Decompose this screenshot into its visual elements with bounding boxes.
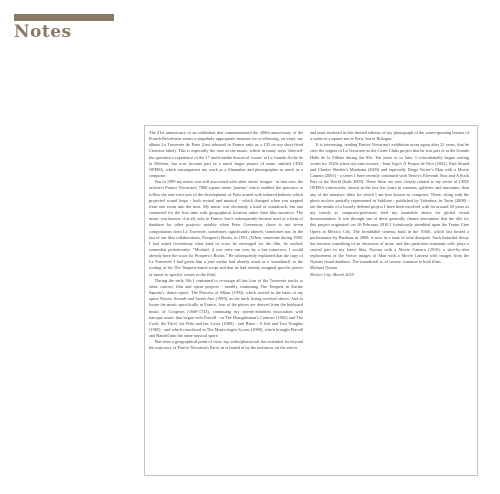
- notes-paragraph: But in 1989 my music was still associated with other artists' images - in that case, the architect Patrice Novarina's 7000 square metre 'journey' which enabled the spectator to follow the east-west axis of the development of Paris armed with infrared helmets which projected sound loops - both textual and musical - which changed when you stepped from one room into the next. My music was obviously a kind of soundtrack, but one connected for the first time with geographical location rather than film narrative. The music was known, if at all, only in France, but it subsequently became used as a form of database for other projects: notably when Peter Greenaway chose to use seven compositions from La Traversée, sometimes significantly altered, sometimes not, in the last of our film collaborations, Prospero's Books, in 1991. (When, sometime during 1990, I had asked Greenaway what kind of score he envisaged for the film, he replied, somewhat portentously: "Michael, if you were run over by a bus tomorrow, I would already have the score for Prospero's Books." He subsequently explained that the copy of La Traversée I had given him a year earlier had already acted as a 'soundtrack' to the writing of his The Tempest-based script and that he had already assigned specific pieces of music to specific scenes in the film).: [149, 179, 303, 277]
- notes-paragraph: It is interesting, reading Patrice Novarina's exhibition notes again after 21 years, that he cites the origins of La Traversée as the Cinés-Clubs project that he was part of at the Grande Halle de la Villette during the 80s. Ten years or so later, I coincidentally began writing scores for 1920s silent city-zine movies - Jean Vigo's À Propos de Nice (2002), Paul Strand and Charles Sheeler's Manhatta (2003) and especially Dziga Vertov's Man with a Movie Camera (2001) - a series I have recently continued with Vertov's Eleventh Year and A Sixth Part of the World (both 2009). These films are now closely related to my series of CINE OPERA videoworks, shown in the last few years in cinemas, galleries and museums, than any of the narrative films for which I am best known as composer. These, along with the photo archive partially represented in Sublime - published by Valentina, in Turin (2008) - are the results of a loosely defined project I have been involved with for around 20 years as my travels as composer/performer feed my insatiable desire for global visual documentation. It was through one of these generally chance encounters that the title for this project originated: on 16 February 2010 I fortuitously stumbled upon the Teatro Cine Opera in Mexico City. The formidable cinema, built in the 1940s, which last hosted a performance by Bauhaus in 2000, is now in a state of total disrepair. Such beautiful decay has become something of an obsession of mine, and this particular cinematic relic plays a crucial part in my latest film, Nyman with a Movie Camera (2010), a shot-by-shot replacement of the Vertov images of Man with a Movie Camera with images from the Nyman visual database. The soundtrack is, of course, common to both films.: [310, 142, 469, 265]
- notes-paragraph: and print enclosed in this limited edition, of my photograph of the water-spouting breasts of a statue in a square not in Paris, but in Bologna.: [310, 130, 469, 142]
- page-title: Notes: [14, 22, 72, 42]
- notes-paragraph: During the early 90s I continued to re-assign all but four of the Traversée tracks to other concert, film and opera projects - notably continuing The Tempest in Karine Saporta's 'dance opera', The Princess of Milan (1992), which served as the basis of my opera Noises, Sounds and Sweet Airs (1993), as the track listing overleaf shows. And to locate the music specifically in France, four of the pieces are derived from the keyboard music of Couperin (1668-1733), continuing my openly-admitted association with baroque music that began with Purcell - in The Draughtsman's Contract (1982) and The Cook, the Thief, his Wife and her Lover (1989) - and Biber - A Zed and Two Noughts (1985) - and which resurfaced in The Musicologist Scores (2009), which brought Purcell and Handel into the same musical space.: [149, 277, 303, 339]
- notes-column-right: [310, 130, 469, 472]
- signature-name: Michael Nyman: [310, 265, 338, 271]
- notes-paragraph: But from a geographical point of view, my video/photowork has extended far beyond the trajectory of Patrice Novarina's Paris, as is hinted at by the inclusion, on the sleeve: [149, 339, 303, 351]
- signature-place: Mexico City, March 2010: [310, 271, 354, 277]
- notes-column-left: [149, 130, 303, 472]
- notes-paragraph: The 21st anniversary of an exhibition that commemorated the 200th anniversary of the French Revolution seems a singularly appropriate moment for re-releasing, on vinyl, my album La Traversée de Paris (first released in France only as a CD on my short-lived Criterion label). This is especially the case as the music, which in many ways 'directed' the spectator's experience of the 17 multi-media historical 'rooms' at La Grande Arche de la Défense, has now become part of a much larger project of mine, entitled CINE OPERA, which encompasses my work as a filmmaker and photographer as much as a composer.: [149, 130, 303, 179]
- header-accent-bar: [14, 14, 114, 21]
